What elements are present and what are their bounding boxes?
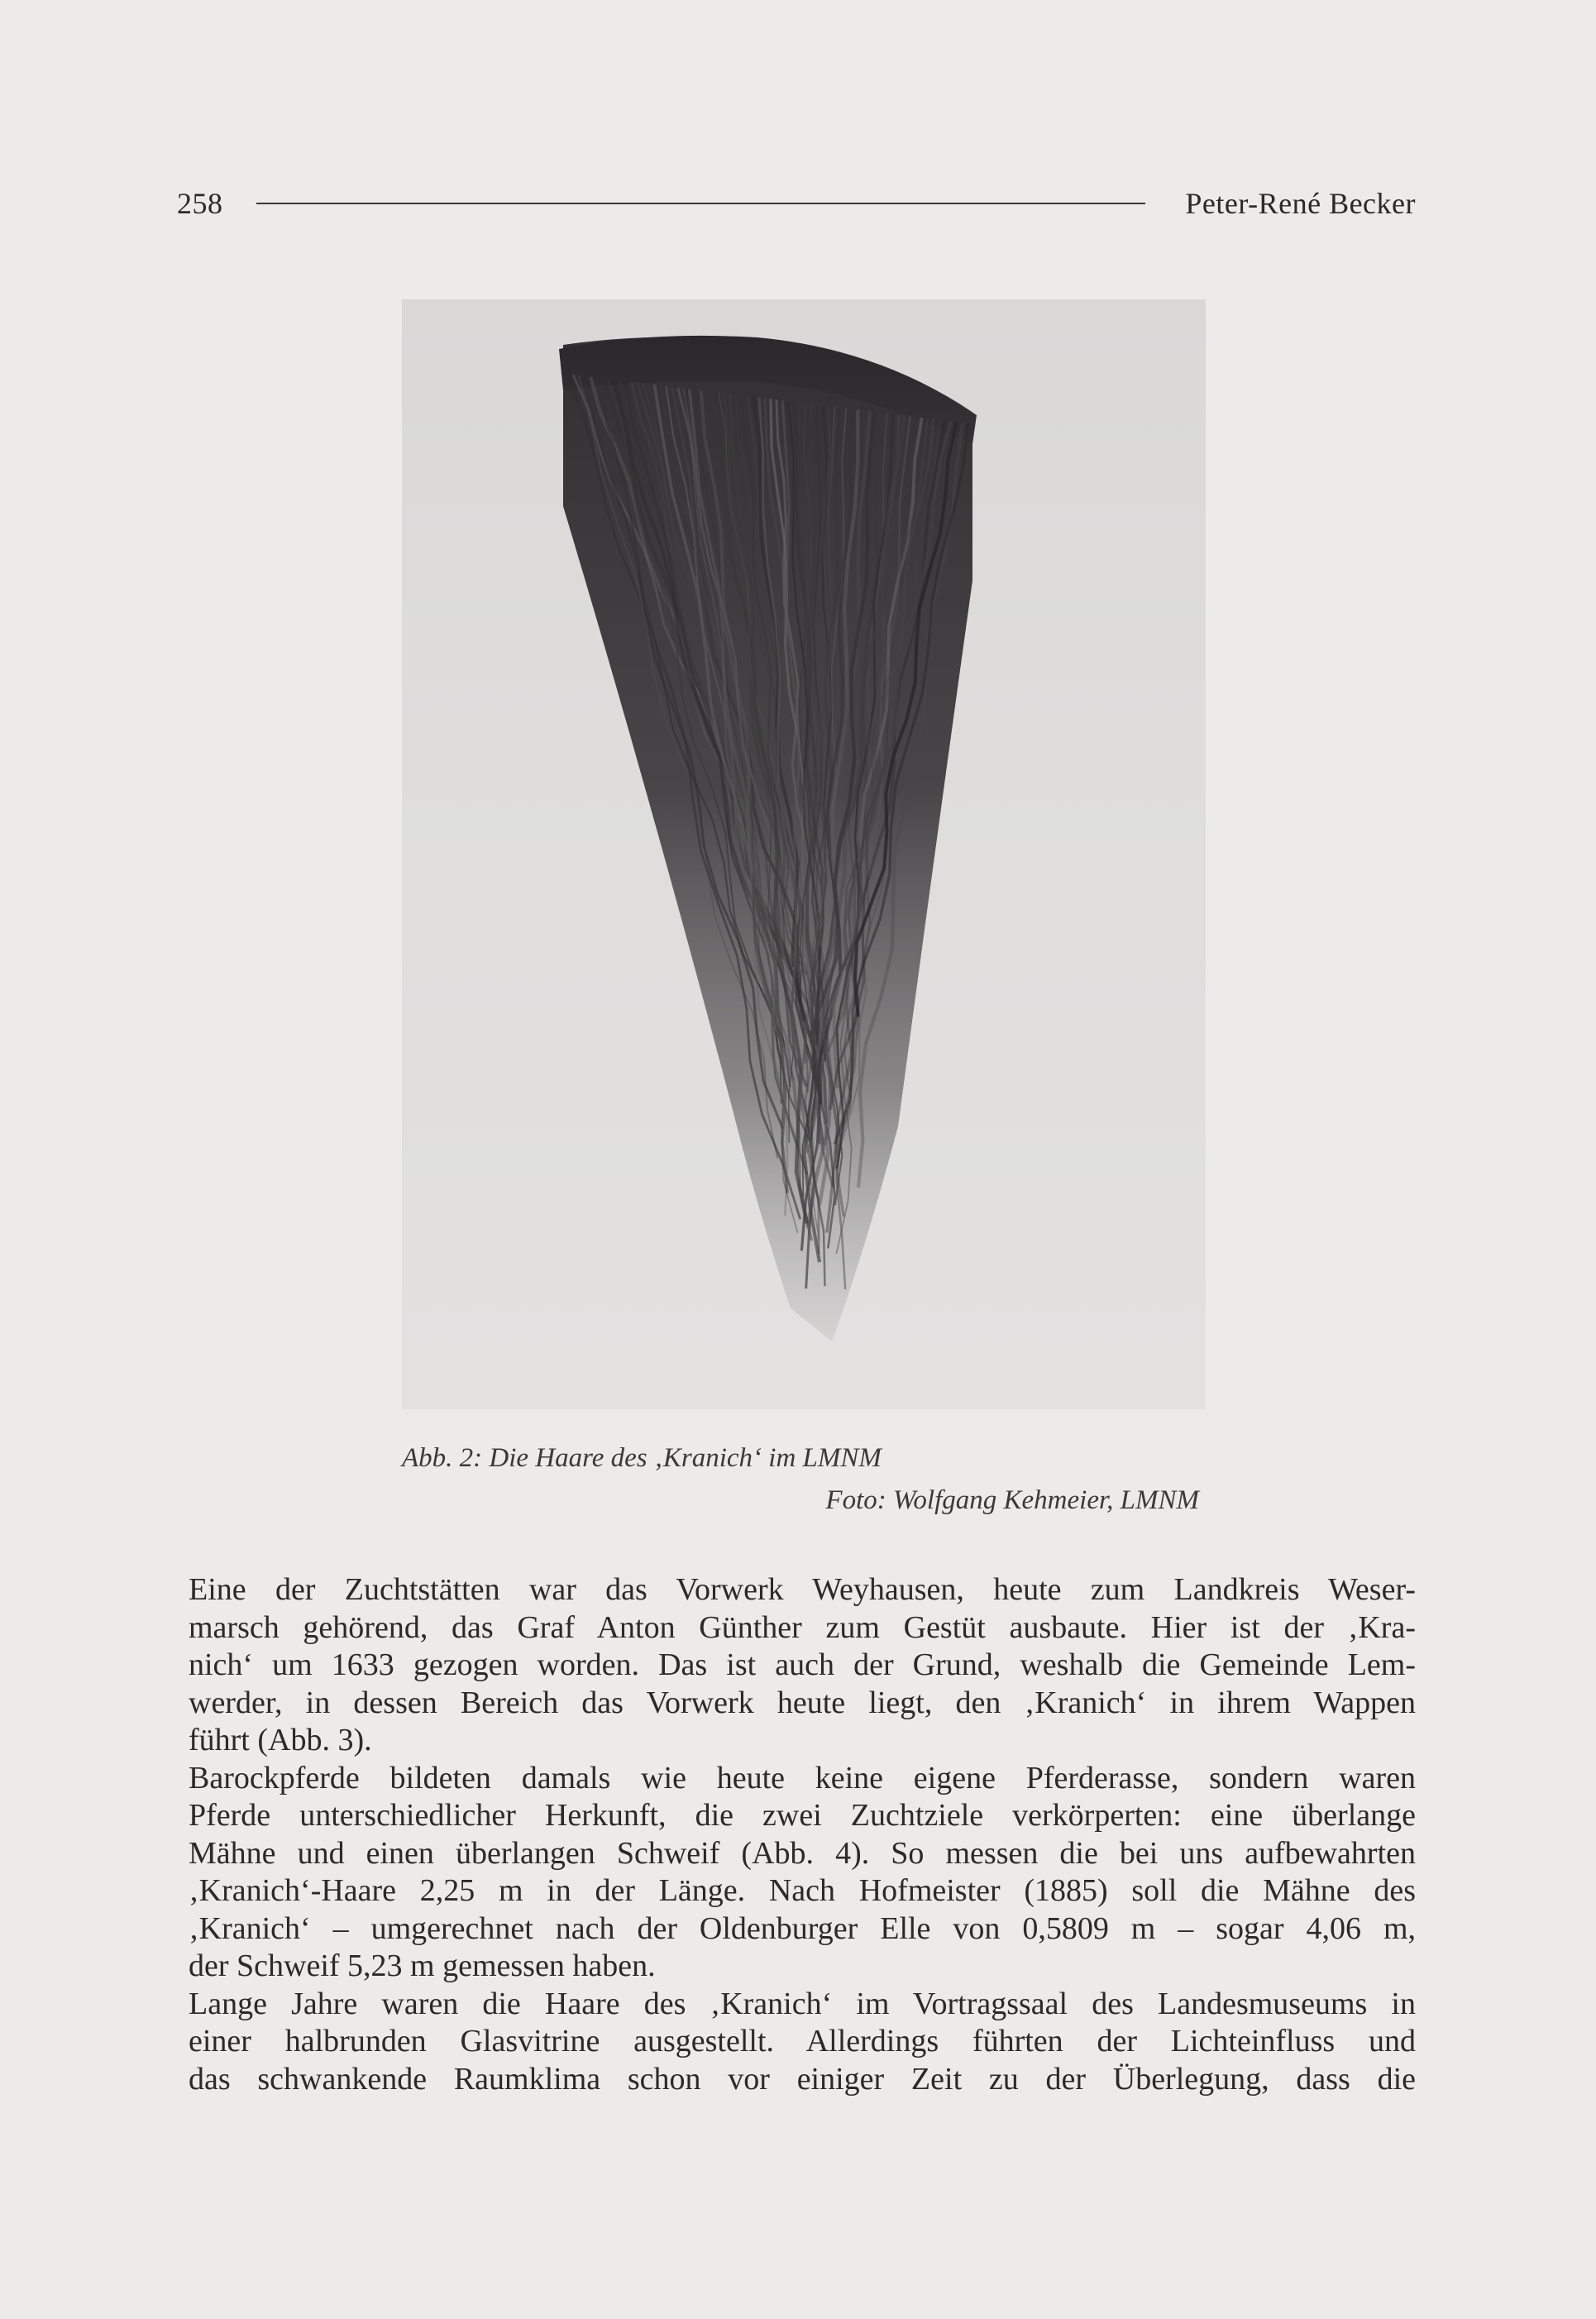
running-head: Peter-René Becker: [1185, 187, 1416, 220]
caption-title: Abb. 2: Die Haare des ‚Kranich‘ im LMNM: [402, 1443, 882, 1473]
text-line: das schwankende Raumklima schon vor einiger Zeit zu der Überlegung, dass die: [189, 2061, 1416, 2097]
text-line: Pferde unterschiedlicher Herkunft, die zwei Zuchtziele verkörperten: eine überlange: [189, 1798, 1416, 1833]
horse-hair-photo: [402, 299, 1206, 1409]
page-number: 258: [177, 187, 223, 220]
body-text: [189, 1571, 1416, 2098]
text-line: Lange Jahre waren die Haare des ‚Kranich‘ im Vortragssaal des Landesmuseums in: [189, 1986, 1416, 2021]
text-line: werder, in dessen Bereich das Vorwerk heute liegt, den ‚Kranich‘ in ihrem Wappen: [189, 1685, 1416, 1720]
text-line: Mähne und einen überlangen Schweif (Abb. 4). So messen die bei uns aufbewahrten: [189, 1835, 1416, 1871]
page-header: [177, 180, 1416, 227]
text-line: der Schweif 5,23 m gemessen haben.: [189, 1948, 656, 1983]
text-line: einer halbrunden Glasvitrine ausgestellt. Allerdings führten der Lichteinfluss und: [189, 2024, 1416, 2058]
text-line: ‚Kranich‘ – umgerechnet nach der Oldenburger Elle von 0,5809 m – sogar 4,06 m,: [189, 1910, 1416, 1946]
text-line: nich‘ um 1633 gezogen worden. Das ist auch der Grund, weshalb die Gemeinde Lem-: [189, 1647, 1416, 1682]
text-line: Eine der Zuchtstätten war das Vorwerk Weyhausen, heute zum Landkreis Weser-: [189, 1572, 1416, 1607]
header-rule: [256, 203, 1146, 204]
text-line: marsch gehörend, das Graf Anton Günther zum Gestüt ausbaute. Hier ist der ‚Kra-: [189, 1609, 1416, 1645]
text-line: führt (Abb. 3).: [189, 1723, 372, 1757]
figure-photo-horse-hair: [402, 299, 1206, 1409]
text-line: Barockpferde bildeten damals wie heute keine eigene Pferderasse, sondern waren: [189, 1760, 1416, 1795]
text-line: ‚Kranich‘-Haare 2,25 m in der Länge. Nach Hofmeister (1885) soll die Mähne des: [189, 1873, 1416, 1908]
figure-caption: [402, 1437, 1206, 1522]
caption-photo-credit: Foto: Wolfgang Kehmeier, LMNM: [825, 1485, 1199, 1515]
